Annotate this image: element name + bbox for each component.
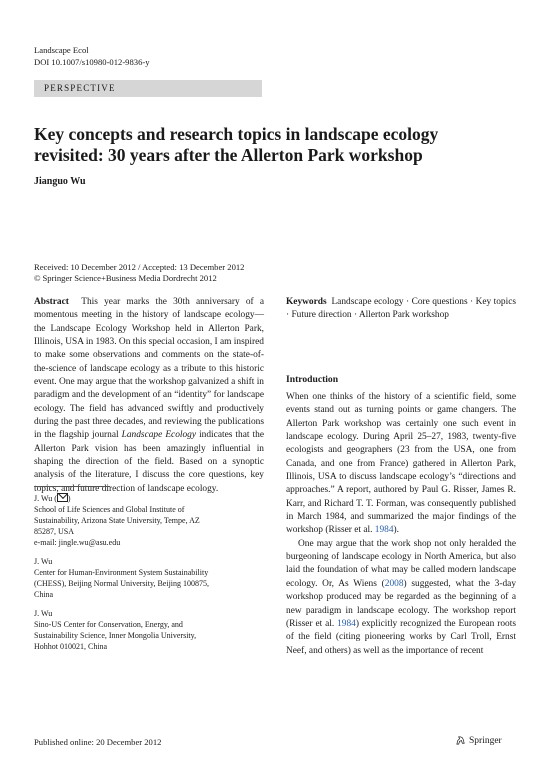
affiliation-divider	[34, 486, 110, 487]
introduction-body	[286, 391, 516, 658]
intro-paragraph-2	[286, 538, 516, 658]
affiliation-line: Center for Human-Environment System Sustainability	[34, 568, 209, 577]
journal-name: Landscape Ecol	[34, 45, 89, 55]
publisher-name: Springer	[469, 735, 502, 746]
keywords-text: Landscape ecology · Core questions · Key topics · Future direction · Allerton Park workshop	[286, 297, 517, 321]
intro-p2-text-b: ) suggested, what the 3-day workshop produced may be regarded as the beginning of a new paradigm in landscape ecology. The workshop report (Risser et al.	[286, 578, 517, 629]
abstract-heading: Abstract	[34, 297, 69, 307]
author-name: Jianguo Wu	[34, 176, 86, 187]
citation-link[interactable]: 1984	[374, 525, 394, 536]
intro-p2-text-c: ) explicitly recognized the European roots of the field (citing pioneering works by Carl Troll, Ernst Neef, and others) as well as the importance of recent	[286, 618, 516, 656]
citation-link[interactable]: 2008	[384, 578, 404, 589]
article-title: Key concepts and research topics in landscape ecology revisited: 30 years after the Allerton Park workshop	[34, 124, 439, 165]
copyright-text: Springer Science+Business Media Dordrecht 2012	[42, 273, 217, 283]
copyright-line	[34, 273, 217, 284]
intro-p1-end: ).	[393, 525, 400, 536]
keywords-heading: Keywords	[286, 297, 327, 307]
abstract-text-b: indicates that the Allerton Park vision has been amazingly influential in shaping the direction of the field. Based on a synoptic analysis of the literature, I discuss the core questions, key topics, and future direction of landscape ecology.	[34, 430, 264, 494]
published-online: Published online: 20 December 2012	[34, 737, 162, 747]
citation-link[interactable]: 1984	[337, 618, 356, 629]
affiliation-line: Sustainability, Arizona State University, Tempe, AZ	[34, 516, 200, 525]
publisher-logo	[455, 735, 502, 746]
doi: DOI 10.1007/s10980-012-9836-y	[34, 57, 150, 67]
affiliation-1	[34, 493, 264, 548]
introduction-heading: Introduction	[286, 374, 339, 385]
affiliation-name: J. Wu	[34, 609, 53, 618]
author-email[interactable]: e-mail: jingle.wu@asu.edu	[34, 538, 121, 547]
intro-paragraph-1	[286, 392, 516, 535]
copyright-symbol: ©	[34, 273, 41, 283]
received-accepted-dates: Received: 10 December 2012 / Accepted: 13 December 2012	[34, 262, 245, 272]
affiliation-line: 85287, USA	[34, 527, 75, 536]
section-label: PERSPECTIVE	[44, 83, 116, 93]
envelope-icon[interactable]	[57, 493, 68, 502]
abstract-text-a: This year marks the 30th anniversary of a momentous meeting in the history of landscape ecology—the Landscape Ecology Workshop held in Allerton Park, Illinois, USA in 1983. On this special occasion, I am inspired to make some observations and comments on the state-of-the-science of landscape ecology as a tribute to this historic event. One may argue that the workshop galvanized a shift in paradigm and the development of an “identity” for landscape ecology. The field has advanced swiftly and productively during the past three decades, and reviewing the publications in the flagship journal	[34, 297, 265, 441]
affiliation-line: (CHESS), Beijing Normal University, Beijing 100875,	[34, 579, 210, 588]
intro-p1-text: When one thinks of the history of a scientific field, some events stand out as turning points or game changers. The Allerton Park workshop was certainly one such event in landscape ecology. During April 25–27, 1983, twenty-five ecologists and geographers (23 from the USA, one from Canada, and one from France) gathered in Allerton Park, Illinois, USA to discuss landscape ecology’s “directions and approaches.” A report, authored by Paul G. Risser, James R. Karr, and Richard T. T. Forman, was consequently published in March 1984, and summarized the major findings of the workshop (Risser et al.	[286, 392, 516, 536]
affiliation-name: J. Wu ( )	[34, 494, 71, 503]
keywords	[286, 296, 516, 323]
affiliation-line: China	[34, 590, 54, 599]
abstract	[34, 296, 264, 496]
affiliation-2	[34, 556, 264, 600]
affiliation-line: Hohhot 010021, China	[34, 642, 108, 651]
affiliation-name: J. Wu	[34, 557, 53, 566]
intro-p2-text-a: One may argue that the work shop not only heralded the burgeoning of landscape ecology in North America, but also laid the foundation of what may be called modern landscape ecology. Or, As Wiens (	[286, 538, 516, 589]
affiliation-line: Sustainability Science, Inner Mongolia University,	[34, 631, 197, 640]
springer-horse-icon	[455, 735, 466, 746]
affiliations	[34, 493, 264, 660]
affiliation-line: School of Life Sciences and Global Institute of	[34, 505, 185, 514]
affiliation-3	[34, 608, 264, 652]
abstract-journal-name: Landscape Ecology	[121, 430, 197, 441]
affiliation-line: Sino-US Center for Conservation, Energy, and	[34, 620, 183, 629]
